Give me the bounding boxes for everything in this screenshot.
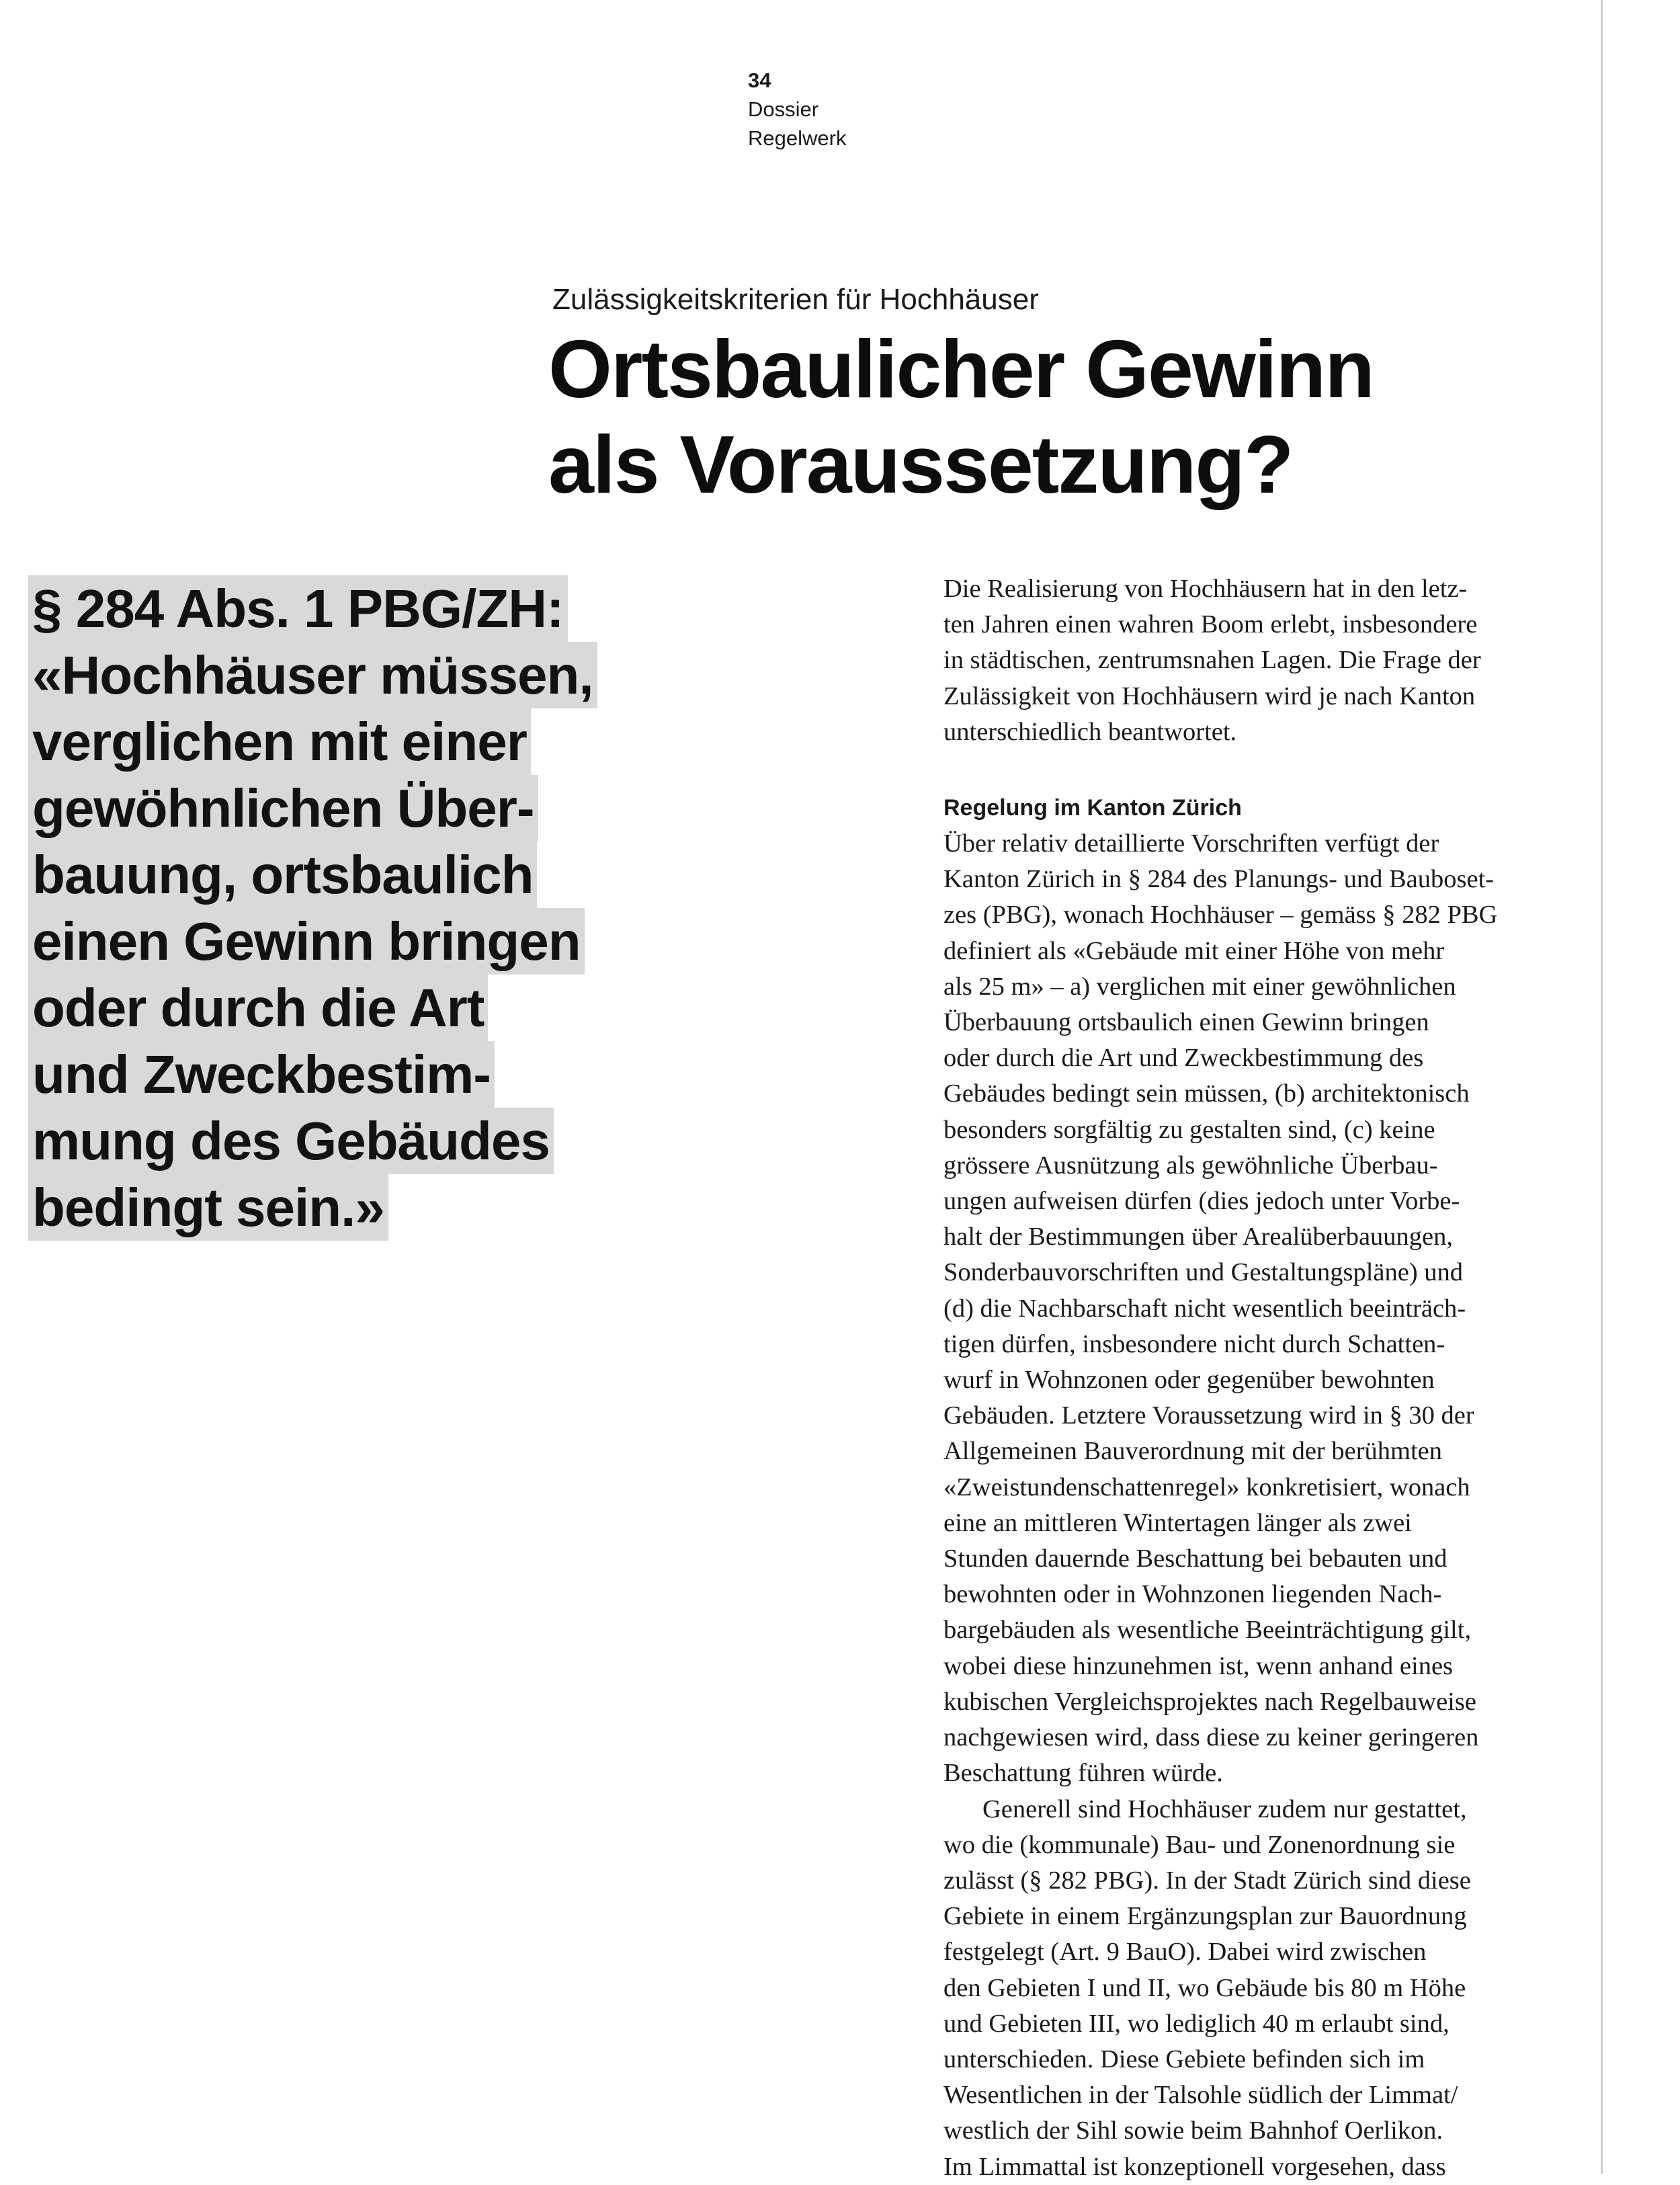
body-line: Wesentlichen in der Talsohle südlich der Limmat/ xyxy=(943,2081,1458,2110)
body-line: Generell sind Hochhäuser zudem nur gestattet, xyxy=(982,1795,1467,1823)
body-line: wurf in Wohnzonen oder gegenüber bewohnten xyxy=(943,1366,1435,1395)
pullquote-line: und Zweckbestim- xyxy=(28,1041,495,1108)
body-line: Beschattung führen würde. xyxy=(943,1759,1223,1788)
body-line: ungen aufweisen dürfen (dies jedoch unter Vorbe- xyxy=(943,1187,1460,1216)
body-line: als 25 m» – a) verglichen mit einer gewöhnlichen xyxy=(943,972,1456,1001)
pullquote-line: mung des Gebäudes xyxy=(28,1108,554,1174)
pullquote-line: § 284 Abs. 1 PBG/ZH: xyxy=(28,575,568,642)
body-line: in städtischen, zentrumsnahen Lagen. Die Frage der xyxy=(943,646,1481,675)
page-edge-rule xyxy=(1601,0,1603,2174)
body-line: und Gebieten III, wo lediglich 40 m erlaubt sind, xyxy=(943,2009,1450,2038)
article-title-line: als Voraussetzung? xyxy=(548,419,1293,510)
body-line: tigen dürfen, insbesondere nicht durch Schatten- xyxy=(943,1329,1445,1358)
section-paragraph xyxy=(943,826,1575,1791)
body-line: wobei diese hinzunehmen ist, wenn anhand eines xyxy=(943,1651,1454,1680)
body-line: Stunden dauernde Beschattung bei bebauten und xyxy=(943,1544,1447,1573)
pullquote-line: verglichen mit einer xyxy=(28,708,531,775)
article-title xyxy=(548,321,1543,512)
body-column xyxy=(943,571,1575,2185)
body-line: unterschiedlich beantwortet. xyxy=(943,717,1237,746)
pullquote-line: gewöhnlichen Über- xyxy=(28,775,538,841)
body-line: bargebäuden als wesentliche Beeinträchtigung gilt, xyxy=(943,1616,1472,1645)
body-line: oder durch die Art und Zweckbestimmung des xyxy=(943,1044,1424,1073)
body-line: halt der Bestimmungen über Arealüberbauungen, xyxy=(943,1223,1454,1251)
paragraph-spacer xyxy=(943,750,1575,790)
body-line: definiert als «Gebäude mit einer Höhe von mehr xyxy=(943,936,1445,965)
article-title-line: Ortsbaulicher Gewinn xyxy=(548,323,1374,415)
running-header xyxy=(748,66,846,153)
body-line: Sonderbauvorschriften und Gestaltungspläne) und xyxy=(943,1258,1464,1287)
body-line: Zulässigkeit von Hochhäusern wird je nach Kanton xyxy=(943,682,1476,710)
section-heading: Regelung im Kanton Zürich xyxy=(943,795,1242,821)
body-line: Allgemeinen Bauverordnung mit der berühmten xyxy=(943,1437,1442,1466)
body-line: «Zweistundenschattenregel» konkretisiert, wonach xyxy=(943,1473,1470,1501)
pullquote-line: «Hochhäuser müssen, xyxy=(28,642,597,708)
page-number: 34 xyxy=(748,69,771,92)
article-kicker: Zulässigkeitskriterien für Hochhäuser xyxy=(552,283,1039,316)
pullquote-line: bauung, ortsbaulich xyxy=(28,841,537,908)
body-line: Über relativ detaillierte Vorschriften verfügt der xyxy=(943,829,1439,858)
body-line: festgelegt (Art. 9 BauO). Dabei wird zwischen xyxy=(943,1938,1427,1967)
body-line: bewohnten oder in Wohnzonen liegenden Nach- xyxy=(943,1580,1442,1609)
header-section: Dossier xyxy=(748,97,819,121)
body-line: (d) die Nachbarschaft nicht wesentlich beeinträch- xyxy=(943,1294,1466,1323)
paragraph-2 xyxy=(943,1792,1575,2185)
body-line: unterschieden. Diese Gebiete befinden sich im xyxy=(943,2045,1425,2073)
body-line: westlich der Sihl sowie beim Bahnhof Oerlikon. xyxy=(943,2116,1443,2145)
body-line: Die Realisierung von Hochhäusern hat in den letz- xyxy=(943,575,1468,603)
body-line: Überbauung ortsbaulich einen Gewinn bringen xyxy=(943,1008,1429,1037)
header-subsection: Regelwerk xyxy=(748,126,847,150)
pullquote xyxy=(28,575,707,1241)
body-line: nachgewiesen wird, dass diese zu keiner geringeren xyxy=(943,1723,1479,1752)
body-line: grössere Ausnützung als gewöhnliche Überbau- xyxy=(943,1151,1438,1180)
body-line: kubischen Vergleichsprojektes nach Regelbauweise xyxy=(943,1687,1476,1716)
body-line: Gebäudes bedingt sein müssen, (b) architektonisch xyxy=(943,1079,1470,1108)
body-line: wo die (kommunale) Bau- und Zonenordnung sie xyxy=(943,1830,1456,1859)
body-line: eine an mittleren Wintertagen länger als zwei xyxy=(943,1508,1412,1537)
body-line: den Gebieten I und II, wo Gebäude bis 80 m Höhe xyxy=(943,1973,1466,2002)
body-line: zes (PBG), wonach Hochhäuser – gemäss § 282 PBG xyxy=(943,901,1498,930)
body-line: zulässt (§ 282 PBG). In der Stadt Zürich sind diese xyxy=(943,1866,1471,1895)
pullquote-line: einen Gewinn bringen xyxy=(28,908,585,975)
body-line: ten Jahren einen wahren Boom erlebt, insbesondere xyxy=(943,610,1478,639)
body-line: Gebäuden. Letztere Voraussetzung wird in § 30 der xyxy=(943,1401,1474,1430)
pullquote-line: bedingt sein.» xyxy=(28,1174,388,1241)
intro-paragraph xyxy=(943,571,1575,750)
body-line: besonders sorgfältig zu gestalten sind, (c) keine xyxy=(943,1115,1435,1144)
body-line: Im Limmattal ist konzeptionell vorgesehen, dass xyxy=(943,2152,1446,2181)
pullquote-line: oder durch die Art xyxy=(28,975,488,1041)
body-line: Gebiete in einem Ergänzungsplan zur Bauordnung xyxy=(943,1902,1467,1931)
body-line: Kanton Zürich in § 284 des Planungs- und Bauboset- xyxy=(943,865,1495,894)
